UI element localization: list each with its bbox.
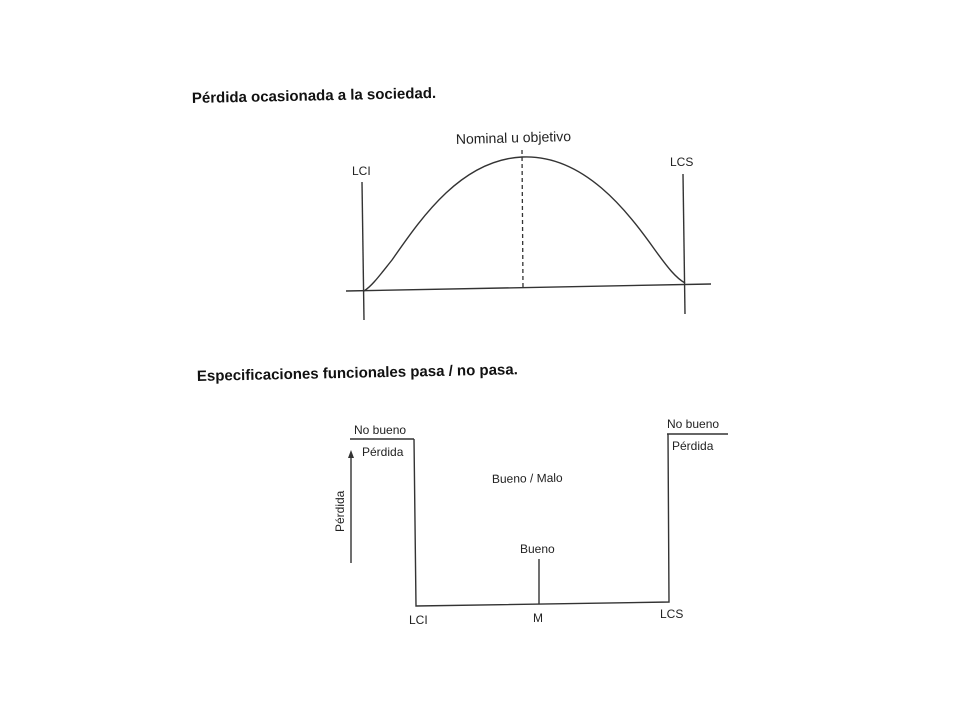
lcs-label-bottom: LCS <box>660 607 684 621</box>
diagram2-title: Especificaciones funcionales pasa / no pasa. <box>196 361 518 385</box>
baseline-axis <box>346 284 711 291</box>
lcs-limit-line <box>683 174 685 314</box>
lci-label-bottom: LCI <box>409 613 428 627</box>
loss-axis-label: Pérdida <box>333 490 347 532</box>
step-loss-function <box>414 434 669 606</box>
lcs-label-top: LCS <box>670 155 694 169</box>
nominal-dashed-line <box>522 150 523 288</box>
right-perdida-label: Pérdida <box>672 439 714 453</box>
right-no-bueno-label: No bueno <box>667 417 720 431</box>
loss-curve <box>364 157 685 291</box>
nominal-label: Nominal u objetivo <box>455 127 572 147</box>
bueno-label: Bueno <box>520 542 555 556</box>
lci-limit-line <box>362 182 364 320</box>
left-no-bueno-label: No bueno <box>354 423 407 437</box>
loss-axis-arrowhead <box>348 450 354 458</box>
m-label: M <box>533 611 543 625</box>
left-perdida-label: Pérdida <box>362 445 404 459</box>
pass-fail-spec-diagram <box>197 361 728 627</box>
loss-to-society-diagram <box>192 85 711 320</box>
lci-label-top: LCI <box>352 164 371 178</box>
bueno-malo-label: Bueno / Malo <box>491 470 563 486</box>
diagram1-title: Pérdida ocasionada a la sociedad. <box>191 84 437 107</box>
